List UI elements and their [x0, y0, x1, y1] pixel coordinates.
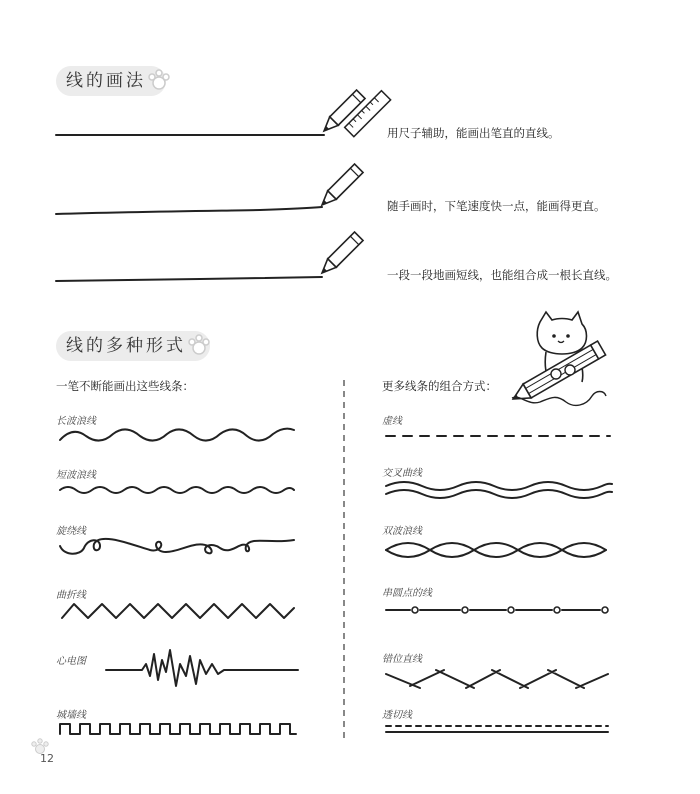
label-battlement: 城墙线	[56, 710, 86, 721]
label-dotted-string: 串圆点的线	[382, 588, 432, 599]
label-cut-line: 透切线	[382, 710, 412, 721]
left-column-title: 一笔不断能画出这些线条：	[56, 379, 194, 393]
label-zigzag: 曲折线	[56, 590, 86, 601]
label-cross-curve: 交叉曲线	[382, 468, 422, 479]
right-column-title: 更多线条的组合方式：	[382, 379, 497, 393]
caption-freehand: 随手画时，下笔速度快一点，能画得更直。	[387, 199, 606, 213]
caption-segments: 一段一段地画短线，也能组合成一根长直线。	[387, 268, 617, 282]
label-dashed: 虚线	[382, 416, 402, 427]
label-double-wave: 双波浪线	[382, 526, 422, 537]
label-ecg: 心电图	[56, 656, 86, 667]
label-offset-straight: 错位直线	[382, 654, 422, 665]
label-short-wave: 短波浪线	[56, 470, 96, 481]
page-number: 12	[40, 752, 54, 765]
label-loop: 旋绕线	[56, 526, 86, 537]
caption-ruler: 用尺子辅助，能画出笔直的直线。	[387, 126, 560, 140]
section1-heading: 线的画法	[56, 66, 166, 96]
section2-heading: 线的多种形式	[56, 331, 210, 361]
label-long-wave: 长波浪线	[56, 416, 96, 427]
